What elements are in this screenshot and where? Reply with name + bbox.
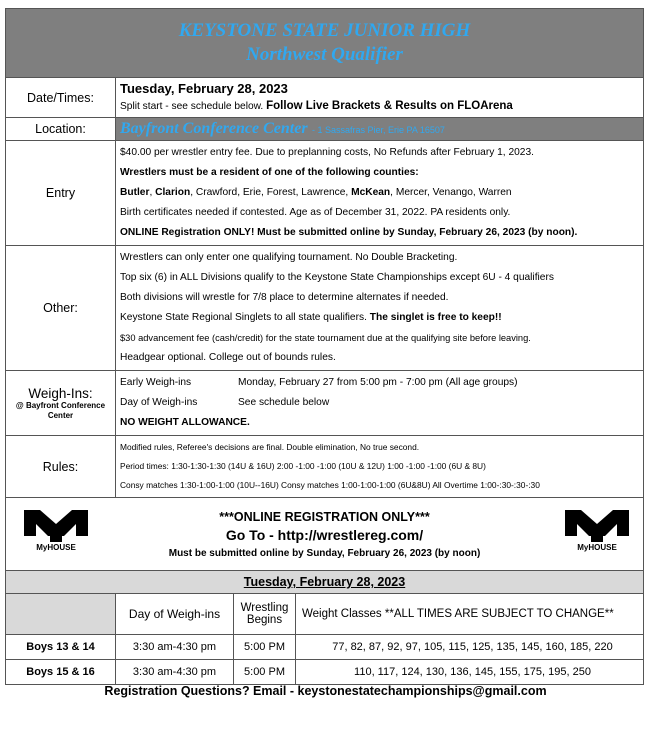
location-label: Location: <box>6 118 116 141</box>
other-line: Top six (6) in ALL Divisions qualify to the Keystone State Championships except 6U - 4 qualifiers <box>120 272 554 283</box>
weigh-ins-location: @ Bayfront Conference Center <box>15 400 106 420</box>
schedule-date: Tuesday, February 28, 2023 <box>6 571 644 594</box>
day-of-weigh-ins: Day of Weigh-ins See schedule below <box>120 397 330 408</box>
other-label: Other: <box>6 246 116 371</box>
entry-value <box>116 141 644 246</box>
entry-label: Entry <box>6 141 116 246</box>
no-weight-allowance: NO WEIGHT ALLOWANCE. <box>120 417 250 428</box>
registration-box <box>6 498 644 571</box>
svg-text:MyHOUSE: MyHOUSE <box>577 543 617 552</box>
online-registration-deadline: ONLINE Registration ONLY! Must be submitted online by Sunday, February 26, 2023 (by noon). <box>120 227 578 238</box>
split-start-note: Split start - see schedule below. <box>120 101 264 112</box>
singlet-note: Keystone State Regional Singlets to all state qualifiers. The singlet is free to keep!! <box>120 312 502 323</box>
weigh-ins-label: Weigh-Ins: @ Bayfront Conference Center <box>6 371 116 436</box>
col-header-weight-classes: Weight Classes **ALL TIMES ARE SUBJECT TO CHANGE** <box>296 594 644 635</box>
weight-classes: 110, 117, 124, 130, 136, 145, 155, 175, 195, 250 <box>296 660 644 685</box>
advancement-fee: $30 advancement fee (cash/credit) for the state tournament due at the qualifying site before leaving. <box>120 333 531 343</box>
col-header-wrestling-begins: Wrestling Begins <box>234 594 296 635</box>
date-times-label: Date/Times: <box>6 78 116 118</box>
weigh-ins-value <box>116 371 644 436</box>
entry-fee: $40.00 per wrestler entry fee. Due to preplanning costs, No Refunds after February 1, 2023. <box>120 147 534 158</box>
schedule-table <box>5 570 644 685</box>
birth-certificate-note: Birth certificates needed if contested. Age as of December 31, 2022. PA residents only. <box>120 207 511 218</box>
registration-deadline: Must be submitted online by Sunday, February 26, 2023 (by noon) <box>168 548 481 559</box>
rules-line: Consy matches 1:30-1:00-1:00 (10U--16U) Consy matches 1:00-1:00-1:00 (6U&8U) All Overtime 1:00-:30-:30-:30 <box>120 480 540 490</box>
other-line: Wrestlers can only enter one qualifying tournament. No Double Bracketing. <box>120 252 458 263</box>
weight-classes: 77, 82, 87, 92, 97, 105, 115, 125, 135, 145, 160, 185, 220 <box>296 635 644 660</box>
event-title: KEYSTONE STATE JUNIOR HIGH <box>178 20 471 41</box>
date-times-value <box>116 78 644 118</box>
rules-label: Rules: <box>6 436 116 498</box>
table-row <box>6 635 644 660</box>
flo-arena-note: Follow Live Brackets & Results on FLOArena <box>266 100 513 112</box>
start-time: 5:00 PM <box>234 660 296 685</box>
weigh-in-time: 3:30 am-4:30 pm <box>116 660 234 685</box>
headgear-note: Headgear optional. College out of bounds rules. <box>120 352 336 363</box>
flyer-table <box>5 8 644 571</box>
resident-requirement: Wrestlers must be a resident of one of the following counties: <box>120 167 419 178</box>
registration-questions-email[interactable]: Registration Questions? Email - keystonestatechampionships@gmail.com <box>104 684 547 698</box>
rules-line: Modified rules, Referee's decisions are final. Double elimination, No true second. <box>120 442 420 452</box>
flyer-sheet <box>5 8 643 685</box>
rules-value <box>116 436 644 498</box>
table-row <box>6 660 644 685</box>
event-subtitle: Northwest Qualifier <box>246 44 403 65</box>
start-time: 5:00 PM <box>234 635 296 660</box>
weigh-in-time: 3:30 am-4:30 pm <box>116 635 234 660</box>
venue-name: Bayfront Conference Center <box>120 120 308 137</box>
division: Boys 13 & 14 <box>6 635 116 660</box>
svg-text:MyHOUSE: MyHOUSE <box>36 543 76 552</box>
registration-link[interactable]: Go To - http://wrestlereg.com/ <box>225 527 424 543</box>
other-value <box>116 246 644 371</box>
col-header-weigh-ins: Day of Weigh-ins <box>116 594 234 635</box>
event-date: Tuesday, February 28, 2023 <box>120 81 288 96</box>
venue-address: - 1 Sassafras Pier, Erie PA 16507 <box>312 125 445 135</box>
county-list: Butler, Clarion, Crawford, Erie, Forest, Lawrence, McKean, Mercer, Venango, Warren <box>120 187 512 198</box>
schedule-header-blank <box>6 594 116 635</box>
location-value <box>116 118 644 141</box>
other-line: Both divisions will wrestle for 7/8 place to determine alternates if needed. <box>120 292 449 303</box>
myhouse-logo-icon <box>561 506 633 552</box>
early-weigh-ins: Early Weigh-ins Monday, February 27 from 5:00 pm - 7:00 pm (All age groups) <box>120 377 518 388</box>
division: Boys 15 & 16 <box>6 660 116 685</box>
online-only-banner: ***ONLINE REGISTRATION ONLY*** <box>219 510 430 524</box>
header-banner <box>6 9 644 78</box>
rules-line: Period times: 1:30-1:30-1:30 (14U & 16U) 2:00 -1:00 -1:00 (10U & 12U) 1:00 -1:00 -1:00 (6U & 8U) <box>120 461 486 471</box>
myhouse-logo-icon <box>20 506 92 552</box>
